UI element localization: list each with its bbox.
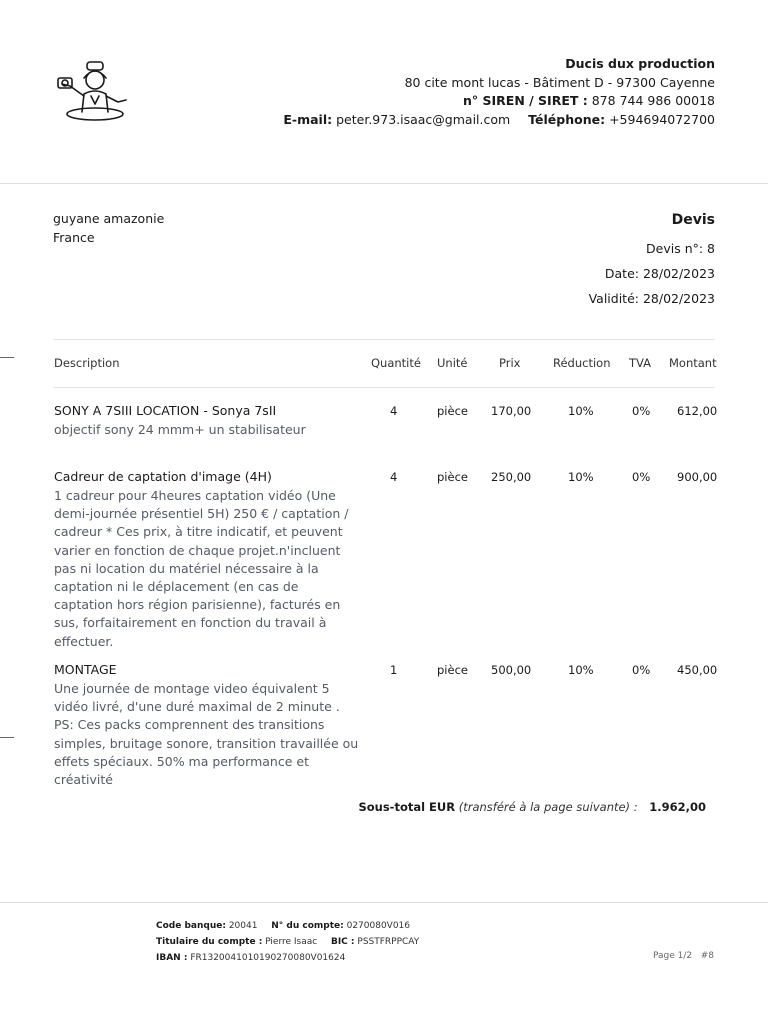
siren-value: 878 744 986 00018 xyxy=(591,93,715,108)
document-date: Date: 28/02/2023 xyxy=(604,266,715,281)
bank-line-3 xyxy=(156,950,419,966)
iban-value: FR1320041010190270080V01624 xyxy=(190,953,346,963)
subtotal-value: 1.962,00 xyxy=(649,800,706,814)
bic-label: BIC : xyxy=(330,937,355,947)
fold-mark xyxy=(0,357,14,358)
column-header-tva: TVA xyxy=(629,356,652,370)
client-line-1: guyane amazonie xyxy=(53,211,165,226)
column-header-discount: Réduction xyxy=(553,356,611,370)
table-top-divider xyxy=(53,339,715,340)
account-holder-value: Pierre Isaac xyxy=(265,937,318,947)
company-logo xyxy=(56,56,134,124)
item-price: 500,00 xyxy=(491,663,532,677)
table-header-divider xyxy=(53,387,715,388)
subtotal-label: Sous-total EUR xyxy=(358,800,456,814)
page-indicator xyxy=(653,951,714,961)
bank-code-label: Code banque: xyxy=(156,921,226,931)
subtotal-note: (transféré à la page suivante) : xyxy=(458,800,638,814)
column-header-amount: Montant xyxy=(669,356,717,370)
item-price: 250,00 xyxy=(491,470,532,484)
company-name: Ducis dux production xyxy=(565,56,715,71)
item-quantity: 4 xyxy=(390,404,398,418)
mascot-cameraman-logo-icon xyxy=(56,56,134,124)
subtotal xyxy=(358,800,706,814)
client-line-2: France xyxy=(53,229,95,245)
document-validity: Validité: 28/02/2023 xyxy=(588,291,715,306)
document-info xyxy=(589,212,715,311)
item-unit: pièce xyxy=(437,470,468,484)
item-amount: 900,00 xyxy=(677,470,718,484)
account-number-label: N° du compte: xyxy=(271,921,344,931)
bank-code-value: 20041 xyxy=(228,921,258,931)
document-number: Devis n°: 8 xyxy=(646,241,715,256)
phone-label: Téléphone: xyxy=(528,111,606,127)
bank-line-1 xyxy=(156,918,419,934)
document-title: Devis xyxy=(671,212,715,228)
item-amount: 612,00 xyxy=(677,404,718,418)
account-number-value: 0270080V016 xyxy=(346,921,411,931)
email-label: E-mail: xyxy=(283,111,333,127)
bank-line-2 xyxy=(156,934,419,950)
item-title: MONTAGE xyxy=(54,662,117,677)
item-description: Une journée de montage video équivalent 5 vidéo livré, d'une duré maximal de 2 minute . PS: Ces packs comprennent des transitions simples, bruitage sonore, transition travaillée ou effets spéciaux. 50% ma performance et créativité xyxy=(54,681,359,788)
bic-value: PSSTFRPPCAY xyxy=(357,937,420,947)
item-title: Cadreur de captation d'image (4H) xyxy=(54,469,272,484)
item-discount: 10% xyxy=(568,404,594,418)
item-unit: pièce xyxy=(437,663,468,677)
fold-mark xyxy=(0,737,14,738)
siren-label: n° SIREN / SIRET : xyxy=(463,93,588,108)
item-quantity: 1 xyxy=(390,663,398,677)
iban-label: IBAN : xyxy=(156,953,188,963)
footer-divider xyxy=(0,902,768,903)
column-header-description: Description xyxy=(54,356,120,370)
item-description: objectif sony 24 mmm+ un stabilisateur xyxy=(54,422,306,437)
item-tva: 0% xyxy=(632,663,651,677)
header-divider xyxy=(0,183,768,184)
item-description: 1 cadreur pour 4heures captation vidéo (Une demi-journée présentiel 5H) 250 € / captation / cadreur * Ces prix, à titre indicatif, et peuvent varier en fonction de chaque projet.n'incluent pas ni location du matériel nécessaire à la captation ni le déplacement (en cas de captation hors région parisienne), facturés en sus, forfaitairement en fonction du travail à effectuer. xyxy=(54,488,349,649)
phone-value[interactable]: +594694072700 xyxy=(609,111,715,127)
item-quantity: 4 xyxy=(390,470,398,484)
column-header-quantity: Quantité xyxy=(371,356,421,370)
bank-details xyxy=(156,918,419,966)
company-contact xyxy=(283,111,715,130)
item-amount: 450,00 xyxy=(677,663,718,677)
column-header-price: Prix xyxy=(499,356,521,370)
item-price: 170,00 xyxy=(491,404,532,418)
page-number: Page 1/2 xyxy=(652,951,693,961)
item-discount: 10% xyxy=(568,470,594,484)
document-ref: #8 xyxy=(700,951,714,961)
item-tva: 0% xyxy=(632,404,651,418)
email-value[interactable]: peter.973.isaac@gmail.com xyxy=(336,111,511,127)
column-header-unit: Unité xyxy=(437,356,468,370)
item-tva: 0% xyxy=(632,470,651,484)
client-address xyxy=(53,210,164,247)
item-discount: 10% xyxy=(568,663,594,677)
account-holder-label: Titulaire du compte : xyxy=(156,937,263,947)
company-siren xyxy=(283,92,715,111)
company-info xyxy=(283,55,715,129)
item-title: SONY A 7SIII LOCATION - Sonya 7sII xyxy=(54,403,277,418)
item-unit: pièce xyxy=(437,404,468,418)
company-address: 80 cite mont lucas - Bâtiment D - 97300 Cayenne xyxy=(404,74,715,90)
